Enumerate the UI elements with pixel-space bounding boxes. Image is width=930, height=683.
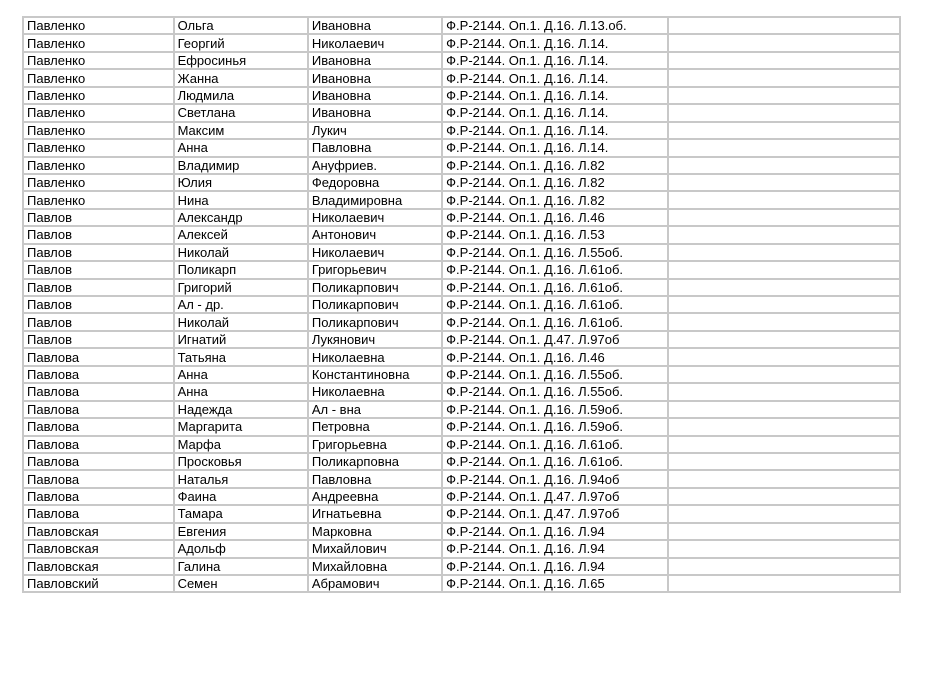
table-row bbox=[23, 279, 900, 296]
surname-cell: Павлов bbox=[23, 279, 174, 296]
first-name-cell: Александр bbox=[174, 209, 308, 226]
table-row bbox=[23, 558, 900, 575]
table-row bbox=[23, 575, 900, 592]
patronymic-cell: Николаевич bbox=[308, 34, 442, 51]
archive-reference-cell: Ф.Р-2144. Оп.1. Д.16. Л.82 bbox=[442, 191, 668, 208]
table-row bbox=[23, 104, 900, 121]
table-row bbox=[23, 209, 900, 226]
patronymic-cell: Поликарпович bbox=[308, 313, 442, 330]
archive-reference-cell: Ф.Р-2144. Оп.1. Д.16. Л.55об. bbox=[442, 383, 668, 400]
notes-cell bbox=[668, 401, 900, 418]
patronymic-cell: Николаевич bbox=[308, 244, 442, 261]
patronymic-cell: Ивановна bbox=[308, 104, 442, 121]
surname-cell: Павленко bbox=[23, 87, 174, 104]
archive-reference-cell: Ф.Р-2144. Оп.1. Д.16. Л.94 bbox=[442, 540, 668, 557]
table-row bbox=[23, 191, 900, 208]
table-row bbox=[23, 523, 900, 540]
table-row bbox=[23, 139, 900, 156]
notes-cell bbox=[668, 558, 900, 575]
notes-cell bbox=[668, 139, 900, 156]
table-row bbox=[23, 157, 900, 174]
notes-cell bbox=[668, 104, 900, 121]
surname-cell: Павловская bbox=[23, 523, 174, 540]
archive-reference-cell: Ф.Р-2144. Оп.1. Д.16. Л.82 bbox=[442, 157, 668, 174]
first-name-cell: Марфа bbox=[174, 436, 308, 453]
archive-reference-cell: Ф.Р-2144. Оп.1. Д.16. Л.14. bbox=[442, 139, 668, 156]
archive-reference-cell: Ф.Р-2144. Оп.1. Д.16. Л.94 bbox=[442, 558, 668, 575]
archive-reference-cell: Ф.Р-2144. Оп.1. Д.16. Л.46 bbox=[442, 348, 668, 365]
surname-cell: Павлов bbox=[23, 261, 174, 278]
surname-cell: Павловская bbox=[23, 558, 174, 575]
archive-reference-cell: Ф.Р-2144. Оп.1. Д.16. Л.14. bbox=[442, 52, 668, 69]
table-row bbox=[23, 174, 900, 191]
table-row bbox=[23, 470, 900, 487]
patronymic-cell: Владимировна bbox=[308, 191, 442, 208]
patronymic-cell: Ал - вна bbox=[308, 401, 442, 418]
archive-reference-cell: Ф.Р-2144. Оп.1. Д.47. Л.97об bbox=[442, 505, 668, 522]
first-name-cell: Ефросинья bbox=[174, 52, 308, 69]
table-row bbox=[23, 366, 900, 383]
surname-cell: Павлова bbox=[23, 418, 174, 435]
patronymic-cell: Николаевич bbox=[308, 209, 442, 226]
patronymic-cell: Петровна bbox=[308, 418, 442, 435]
patronymic-cell: Лукич bbox=[308, 122, 442, 139]
archive-reference-cell: Ф.Р-2144. Оп.1. Д.16. Л.14. bbox=[442, 122, 668, 139]
table-row bbox=[23, 34, 900, 51]
patronymic-cell: Ануфриев. bbox=[308, 157, 442, 174]
records-table-body bbox=[23, 17, 900, 592]
table-row bbox=[23, 296, 900, 313]
notes-cell bbox=[668, 313, 900, 330]
patronymic-cell: Николаевна bbox=[308, 383, 442, 400]
table-row bbox=[23, 436, 900, 453]
notes-cell bbox=[668, 226, 900, 243]
surname-cell: Павленко bbox=[23, 174, 174, 191]
first-name-cell: Георгий bbox=[174, 34, 308, 51]
patronymic-cell: Абрамович bbox=[308, 575, 442, 592]
archive-reference-cell: Ф.Р-2144. Оп.1. Д.16. Л.55об. bbox=[442, 244, 668, 261]
patronymic-cell: Ивановна bbox=[308, 17, 442, 34]
patronymic-cell: Поликарпович bbox=[308, 296, 442, 313]
table-row bbox=[23, 17, 900, 34]
archive-reference-cell: Ф.Р-2144. Оп.1. Д.47. Л.97об bbox=[442, 488, 668, 505]
surname-cell: Павлова bbox=[23, 348, 174, 365]
first-name-cell: Надежда bbox=[174, 401, 308, 418]
surname-cell: Павловский bbox=[23, 575, 174, 592]
archive-reference-cell: Ф.Р-2144. Оп.1. Д.16. Л.82 bbox=[442, 174, 668, 191]
surname-cell: Павловская bbox=[23, 540, 174, 557]
first-name-cell: Николай bbox=[174, 244, 308, 261]
notes-cell bbox=[668, 505, 900, 522]
table-row bbox=[23, 348, 900, 365]
patronymic-cell: Игнатьевна bbox=[308, 505, 442, 522]
surname-cell: Павлов bbox=[23, 313, 174, 330]
surname-cell: Павленко bbox=[23, 17, 174, 34]
table-row bbox=[23, 383, 900, 400]
surname-cell: Павлова bbox=[23, 488, 174, 505]
table-row bbox=[23, 87, 900, 104]
first-name-cell: Анна bbox=[174, 139, 308, 156]
surname-cell: Павлова bbox=[23, 366, 174, 383]
first-name-cell: Жанна bbox=[174, 69, 308, 86]
surname-cell: Павлова bbox=[23, 505, 174, 522]
surname-cell: Павлов bbox=[23, 244, 174, 261]
surname-cell: Павленко bbox=[23, 52, 174, 69]
notes-cell bbox=[668, 366, 900, 383]
notes-cell bbox=[668, 296, 900, 313]
notes-cell bbox=[668, 261, 900, 278]
first-name-cell: Нина bbox=[174, 191, 308, 208]
notes-cell bbox=[668, 209, 900, 226]
first-name-cell: Анна bbox=[174, 383, 308, 400]
notes-cell bbox=[668, 523, 900, 540]
archive-reference-cell: Ф.Р-2144. Оп.1. Д.16. Л.61об. bbox=[442, 296, 668, 313]
first-name-cell: Анна bbox=[174, 366, 308, 383]
table-row bbox=[23, 453, 900, 470]
first-name-cell: Татьяна bbox=[174, 348, 308, 365]
notes-cell bbox=[668, 540, 900, 557]
patronymic-cell: Ивановна bbox=[308, 87, 442, 104]
table-row bbox=[23, 401, 900, 418]
patronymic-cell: Григорьевна bbox=[308, 436, 442, 453]
table-row bbox=[23, 540, 900, 557]
notes-cell bbox=[668, 191, 900, 208]
archive-reference-cell: Ф.Р-2144. Оп.1. Д.16. Л.59об. bbox=[442, 418, 668, 435]
first-name-cell: Галина bbox=[174, 558, 308, 575]
surname-cell: Павленко bbox=[23, 34, 174, 51]
table-row bbox=[23, 505, 900, 522]
notes-cell bbox=[668, 87, 900, 104]
patronymic-cell: Андреевна bbox=[308, 488, 442, 505]
first-name-cell: Ольга bbox=[174, 17, 308, 34]
notes-cell bbox=[668, 122, 900, 139]
surname-cell: Павленко bbox=[23, 69, 174, 86]
surname-cell: Павленко bbox=[23, 104, 174, 121]
table-row bbox=[23, 69, 900, 86]
first-name-cell: Поликарп bbox=[174, 261, 308, 278]
notes-cell bbox=[668, 34, 900, 51]
table-row bbox=[23, 122, 900, 139]
patronymic-cell: Ивановна bbox=[308, 69, 442, 86]
notes-cell bbox=[668, 279, 900, 296]
archive-reference-cell: Ф.Р-2144. Оп.1. Д.16. Л.61об. bbox=[442, 313, 668, 330]
first-name-cell: Алексей bbox=[174, 226, 308, 243]
notes-cell bbox=[668, 17, 900, 34]
first-name-cell: Евгения bbox=[174, 523, 308, 540]
patronymic-cell: Ивановна bbox=[308, 52, 442, 69]
notes-cell bbox=[668, 453, 900, 470]
notes-cell bbox=[668, 575, 900, 592]
table-row bbox=[23, 331, 900, 348]
first-name-cell: Просковья bbox=[174, 453, 308, 470]
archive-reference-cell: Ф.Р-2144. Оп.1. Д.16. Л.46 bbox=[442, 209, 668, 226]
notes-cell bbox=[668, 331, 900, 348]
patronymic-cell: Павловна bbox=[308, 470, 442, 487]
patronymic-cell: Федоровна bbox=[308, 174, 442, 191]
first-name-cell: Николай bbox=[174, 313, 308, 330]
patronymic-cell: Константиновна bbox=[308, 366, 442, 383]
table-row bbox=[23, 244, 900, 261]
surname-cell: Павлова bbox=[23, 383, 174, 400]
surname-cell: Павлов bbox=[23, 209, 174, 226]
notes-cell bbox=[668, 174, 900, 191]
patronymic-cell: Марковна bbox=[308, 523, 442, 540]
first-name-cell: Фаина bbox=[174, 488, 308, 505]
patronymic-cell: Михайлович bbox=[308, 540, 442, 557]
first-name-cell: Игнатий bbox=[174, 331, 308, 348]
patronymic-cell: Поликарпович bbox=[308, 279, 442, 296]
first-name-cell: Семен bbox=[174, 575, 308, 592]
notes-cell bbox=[668, 52, 900, 69]
archive-reference-cell: Ф.Р-2144. Оп.1. Д.16. Л.59об. bbox=[442, 401, 668, 418]
archive-reference-cell: Ф.Р-2144. Оп.1. Д.47. Л.97об bbox=[442, 331, 668, 348]
archive-reference-cell: Ф.Р-2144. Оп.1. Д.16. Л.14. bbox=[442, 104, 668, 121]
surname-cell: Павлов bbox=[23, 331, 174, 348]
surname-cell: Павленко bbox=[23, 157, 174, 174]
archive-reference-cell: Ф.Р-2144. Оп.1. Д.16. Л.61об. bbox=[442, 261, 668, 278]
first-name-cell: Владимир bbox=[174, 157, 308, 174]
archive-reference-cell: Ф.Р-2144. Оп.1. Д.16. Л.94об bbox=[442, 470, 668, 487]
archive-reference-cell: Ф.Р-2144. Оп.1. Д.16. Л.61об. bbox=[442, 279, 668, 296]
table-row bbox=[23, 488, 900, 505]
first-name-cell: Григорий bbox=[174, 279, 308, 296]
archive-reference-cell: Ф.Р-2144. Оп.1. Д.16. Л.53 bbox=[442, 226, 668, 243]
first-name-cell: Ал - др. bbox=[174, 296, 308, 313]
archive-reference-cell: Ф.Р-2144. Оп.1. Д.16. Л.14. bbox=[442, 87, 668, 104]
first-name-cell: Маргарита bbox=[174, 418, 308, 435]
patronymic-cell: Антонович bbox=[308, 226, 442, 243]
notes-cell bbox=[668, 470, 900, 487]
notes-cell bbox=[668, 348, 900, 365]
surname-cell: Павленко bbox=[23, 122, 174, 139]
first-name-cell: Юлия bbox=[174, 174, 308, 191]
archive-reference-cell: Ф.Р-2144. Оп.1. Д.16. Л.61об. bbox=[442, 453, 668, 470]
first-name-cell: Людмила bbox=[174, 87, 308, 104]
patronymic-cell: Лукянович bbox=[308, 331, 442, 348]
notes-cell bbox=[668, 383, 900, 400]
patronymic-cell: Григорьевич bbox=[308, 261, 442, 278]
patronymic-cell: Поликарповна bbox=[308, 453, 442, 470]
first-name-cell: Светлана bbox=[174, 104, 308, 121]
surname-cell: Павлова bbox=[23, 453, 174, 470]
first-name-cell: Адольф bbox=[174, 540, 308, 557]
notes-cell bbox=[668, 244, 900, 261]
archive-reference-cell: Ф.Р-2144. Оп.1. Д.16. Л.55об. bbox=[442, 366, 668, 383]
notes-cell bbox=[668, 418, 900, 435]
table-row bbox=[23, 313, 900, 330]
first-name-cell: Максим bbox=[174, 122, 308, 139]
surname-cell: Павлов bbox=[23, 226, 174, 243]
notes-cell bbox=[668, 488, 900, 505]
first-name-cell: Наталья bbox=[174, 470, 308, 487]
archive-reference-cell: Ф.Р-2144. Оп.1. Д.16. Л.61об. bbox=[442, 436, 668, 453]
table-row bbox=[23, 52, 900, 69]
table-row bbox=[23, 261, 900, 278]
surname-cell: Павленко bbox=[23, 191, 174, 208]
archive-reference-cell: Ф.Р-2144. Оп.1. Д.16. Л.94 bbox=[442, 523, 668, 540]
table-row bbox=[23, 418, 900, 435]
archive-reference-cell: Ф.Р-2144. Оп.1. Д.16. Л.14. bbox=[442, 34, 668, 51]
archive-reference-cell: Ф.Р-2144. Оп.1. Д.16. Л.14. bbox=[442, 69, 668, 86]
notes-cell bbox=[668, 69, 900, 86]
archive-reference-cell: Ф.Р-2144. Оп.1. Д.16. Л.65 bbox=[442, 575, 668, 592]
table-row bbox=[23, 226, 900, 243]
archive-reference-cell: Ф.Р-2144. Оп.1. Д.16. Л.13.об. bbox=[442, 17, 668, 34]
patronymic-cell: Николаевна bbox=[308, 348, 442, 365]
surname-cell: Павлова bbox=[23, 401, 174, 418]
surname-cell: Павлова bbox=[23, 470, 174, 487]
notes-cell bbox=[668, 436, 900, 453]
surname-cell: Павленко bbox=[23, 139, 174, 156]
notes-cell bbox=[668, 157, 900, 174]
records-table bbox=[22, 16, 901, 593]
surname-cell: Павлов bbox=[23, 296, 174, 313]
surname-cell: Павлова bbox=[23, 436, 174, 453]
patronymic-cell: Павловна bbox=[308, 139, 442, 156]
first-name-cell: Тамара bbox=[174, 505, 308, 522]
patronymic-cell: Михайловна bbox=[308, 558, 442, 575]
